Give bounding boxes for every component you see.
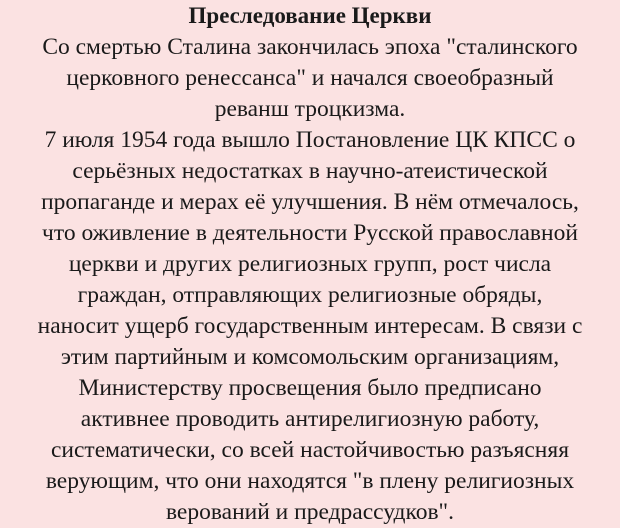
text-line: систематически, со всей настойчивостью разъясняя: [50, 437, 570, 463]
body-text: [0, 32, 620, 528]
text-line: активнее проводить антирелигиозную работу,: [80, 406, 540, 432]
text-line: граждан, отправляющих религиозные обряды,: [77, 282, 543, 308]
text-line: пропаганде и мерах её улучшения. В нём отмечалось,: [41, 189, 579, 215]
text-line: верующим, что они находятся "в плену религиозных: [45, 468, 575, 494]
text-line: 7 июля 1954 года вышло Постановление ЦК КПСС о: [44, 127, 576, 153]
text-line: Со смертью Сталина закончилась эпоха "сталинского: [42, 34, 578, 60]
text-line: серьёзных недостатках в научно-атеистической: [72, 158, 548, 184]
text-line: верований и предрассудков".: [165, 499, 455, 525]
text-line: этим партийным и комсомольским организациям,: [60, 344, 560, 370]
text-line: что оживление в деятельности Русской православной: [42, 220, 578, 246]
page-title: Преследование Церкви: [188, 3, 432, 28]
text-line: Министерству просвещения было предписано: [78, 375, 542, 401]
text-line: наносит ущерб государственным интересам. В связи с: [37, 313, 583, 339]
text-line: церкви и других религиозных групп, рост числа: [68, 251, 552, 277]
text-line: реванш троцкизма.: [214, 96, 406, 122]
text-line: церковного ренессанса" и начался своеобразный: [66, 65, 554, 91]
